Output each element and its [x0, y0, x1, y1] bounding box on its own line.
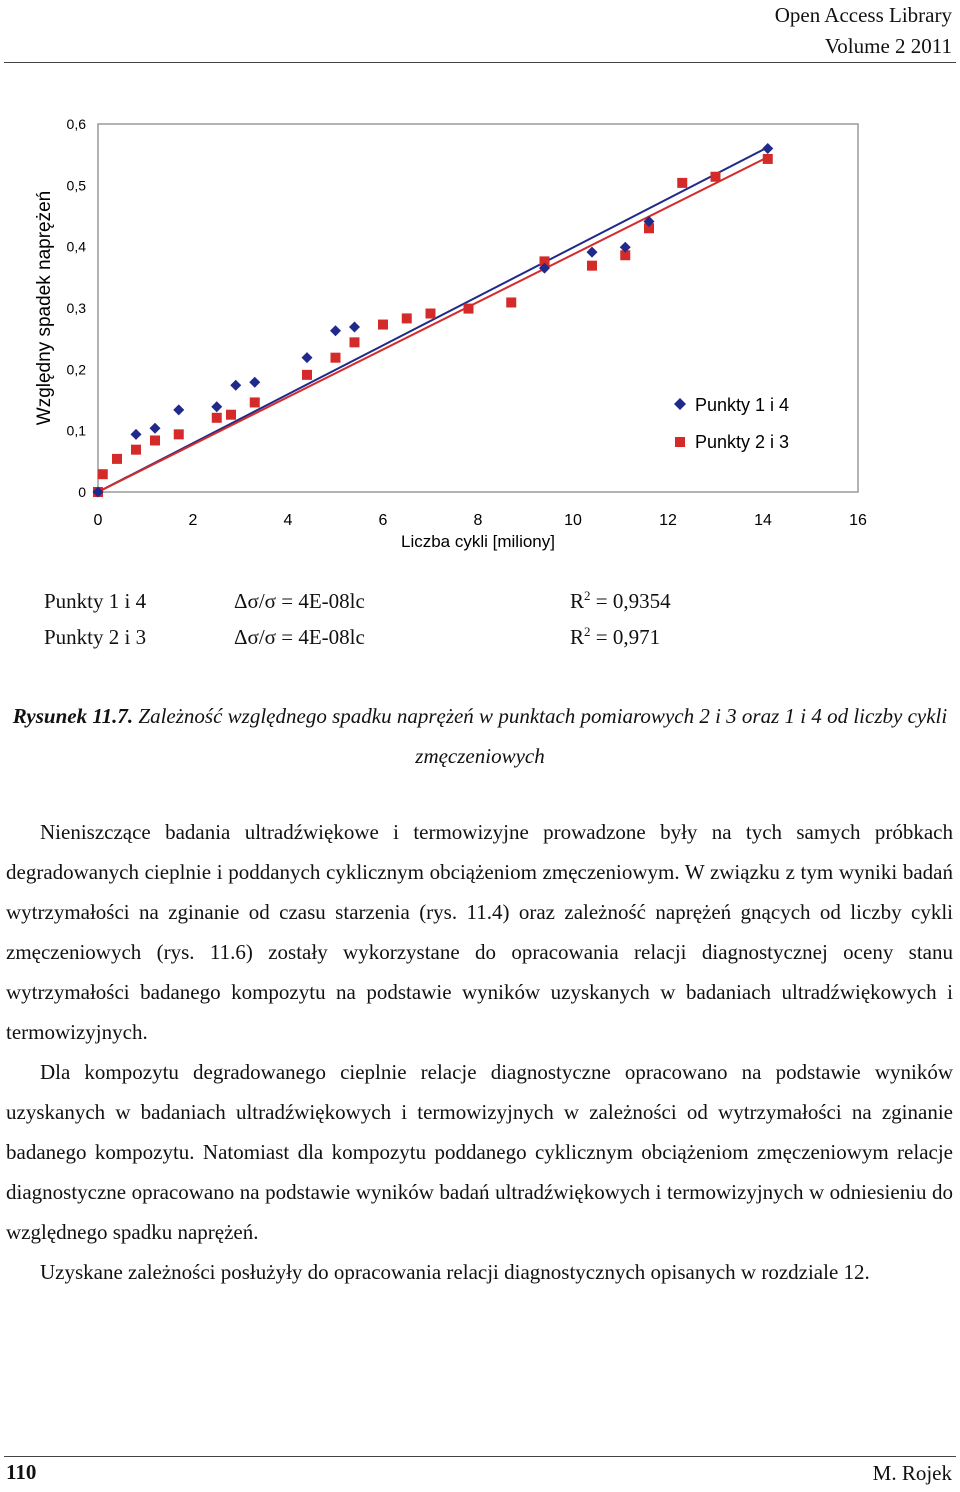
regression-label: Punkty 2 i 3 — [44, 625, 147, 649]
regression-formula: Δσ/σ = 4E-08lc — [234, 625, 365, 649]
header-rule — [4, 62, 956, 63]
data-point-square — [763, 154, 773, 164]
paragraph-3: Uzyskane zależności posłużyły do opracowania relacji diagnostycznych opisanych w rozdziale 12. — [40, 1260, 870, 1284]
legend-label-2: Punkty 2 i 3 — [695, 432, 790, 452]
data-point-square — [112, 454, 122, 464]
data-point-square — [331, 353, 341, 363]
data-point-square — [226, 410, 236, 420]
page-number: 110 — [6, 1460, 37, 1484]
regression-row-2 — [44, 622, 944, 652]
x-axis-label: Liczba cykli [miliony] — [401, 532, 555, 551]
y-tick-label: 0,3 — [66, 300, 86, 316]
r2-superscript: 2 — [584, 624, 591, 639]
y-axis-ticks — [67, 116, 87, 500]
data-point-square — [150, 435, 160, 445]
data-point-square — [506, 297, 516, 307]
regression-formula: Δσ/σ = 4E-08lc — [234, 589, 365, 613]
legend-marker-square — [675, 437, 685, 447]
scatter-chart — [0, 100, 960, 560]
header-journal: Open Access Library — [774, 3, 952, 27]
data-point-square — [350, 337, 360, 347]
legend-label-1: Punkty 1 i 4 — [695, 395, 790, 415]
x-tick-label: 14 — [754, 512, 772, 529]
x-tick-label: 8 — [473, 512, 483, 529]
regression-r2 — [570, 586, 671, 616]
data-point-square — [587, 261, 597, 271]
x-tick-label: 0 — [93, 512, 103, 529]
page-header — [775, 0, 952, 62]
data-point-square — [212, 413, 222, 423]
r2-value: = 0,9354 — [590, 589, 671, 613]
data-point-square — [426, 309, 436, 319]
x-tick-label: 16 — [849, 512, 867, 529]
r2-prefix: R — [570, 625, 585, 649]
data-point-square — [174, 429, 184, 439]
x-tick-label: 2 — [188, 512, 198, 529]
r2-superscript: 2 — [584, 588, 591, 603]
data-point-square — [677, 178, 687, 188]
footer-rule — [4, 1456, 956, 1457]
y-tick-label: 0 — [78, 484, 86, 500]
regression-row-1 — [44, 586, 944, 616]
y-tick-label: 0,2 — [66, 361, 86, 378]
author-name: M. Rojek — [872, 1461, 952, 1485]
data-point-square — [711, 172, 721, 182]
figure-label: Rysunek 11.7. — [12, 704, 134, 728]
data-point-square — [250, 397, 260, 407]
data-point-square — [402, 313, 412, 323]
r2-value: = 0,971 — [590, 625, 661, 649]
regression-label: Punkty 1 i 4 — [44, 589, 147, 613]
x-axis-ticks — [94, 512, 867, 529]
paragraph-1: Nieniszczące badania ultradźwiękowe i termowizyjne prowadzone były na tych samych próbkach degradowanych cieplnie i poddanych cyklicznym obciążeniom zmęczeniowym. W związku z tym wyniki badań wytrzymałości na zginanie od czasu starzenia (rys. 11.4) oraz zależność naprężeń gnących od liczby cykli zmęczeniowych (rys. 11.6) zostały wykorzystane do opracowania relacji diagnostycznej oceny stanu wytrzymałości badanego kompozytu na podstawie wyników uzyskanych w badaniach ultradźwiękowych i termowizyjnych. — [6, 820, 953, 1044]
header-volume: Volume 2 2011 — [824, 34, 952, 58]
y-tick-label: 0,5 — [66, 177, 86, 194]
regression-r2 — [570, 622, 660, 652]
x-tick-label: 10 — [564, 512, 582, 529]
data-point-square — [131, 445, 141, 455]
y-tick-label: 0,4 — [66, 238, 86, 255]
figure-caption — [8, 696, 952, 776]
figure-caption-text: Zależność względnego spadku naprężeń w punktach pomiarowych 2 i 3 oraz 1 i 4 od liczby cykli zmęczeniowych — [133, 704, 948, 768]
x-tick-label: 4 — [283, 512, 293, 529]
data-point-square — [302, 370, 312, 380]
x-tick-label: 12 — [659, 512, 677, 529]
y-tick-label: 0,6 — [66, 116, 86, 132]
data-point-square — [378, 320, 388, 330]
body-text — [6, 812, 953, 1292]
data-point-square — [464, 304, 474, 314]
x-tick-label: 6 — [378, 512, 388, 529]
y-tick-label: 0,1 — [66, 422, 86, 439]
data-point-square — [98, 469, 108, 479]
r2-prefix: R — [570, 589, 585, 613]
paragraph-2: Dla kompozytu degradowanego cieplnie relacje diagnostyczne opracowano na podstawie wyników uzyskanych w badaniach ultradźwiękowych i termowizyjnych w zależności od wytrzymałości na zginanie badanego kompozytu. Natomiast dla kompozytu poddanego cyklicznym obciążeniom zmęczeniowym relacje diagnostyczne opracowano na podstawie wyników badań ultradźwiękowych i termowizyjnych w odniesieniu do względnego spadku naprężeń. — [6, 1060, 953, 1244]
y-axis-label: Względny spadek naprężeń — [34, 190, 55, 426]
